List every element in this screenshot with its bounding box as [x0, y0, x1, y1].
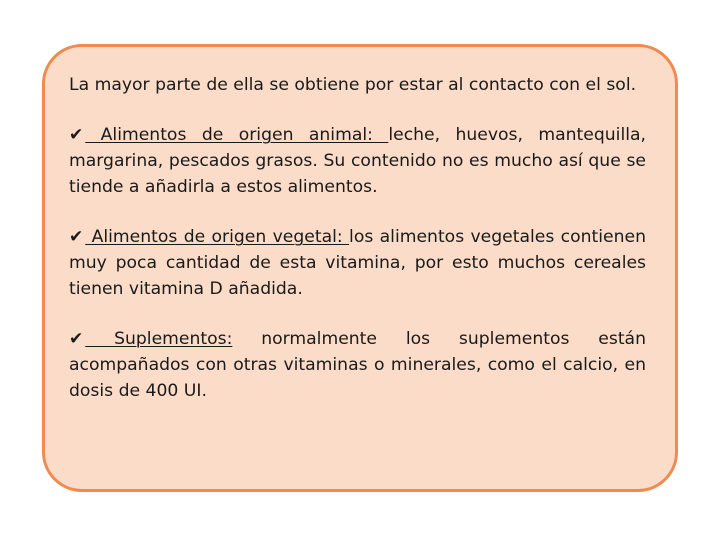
term-vegetal: Alimentos de origen vegetal: [85, 227, 350, 247]
intro-paragraph: La mayor parte de ella se obtiene por estar al contacto con el sol. [69, 75, 637, 95]
list-item-suplementos [69, 326, 646, 404]
checkmark-icon: ✔ [69, 329, 84, 349]
text-vegetal: los alimentos vegetales contienen muy poca cantidad de esta vitamina, por esto muchos cereales tienen vitamina D añadida. [69, 227, 646, 299]
list-item-vegetal [69, 224, 646, 302]
text-animal: leche, huevos, mantequilla, margarina, pescados grasos. Su contenido no es mucho así que se tiende a añadirla a estos alimentos. [69, 125, 646, 197]
term-suplementos: Suplementos: [85, 329, 233, 349]
checkmark-icon: ✔ [69, 125, 84, 145]
term-animal: Alimentos de origen animal: [85, 125, 389, 145]
list-item-animal [69, 122, 646, 200]
content-text [69, 72, 646, 404]
checkmark-icon: ✔ [69, 227, 84, 247]
text-suplementos: normalmente los suplementos están acompañados con otras vitaminas o minerales, como el calcio, en dosis de 400 UI. [69, 329, 646, 401]
